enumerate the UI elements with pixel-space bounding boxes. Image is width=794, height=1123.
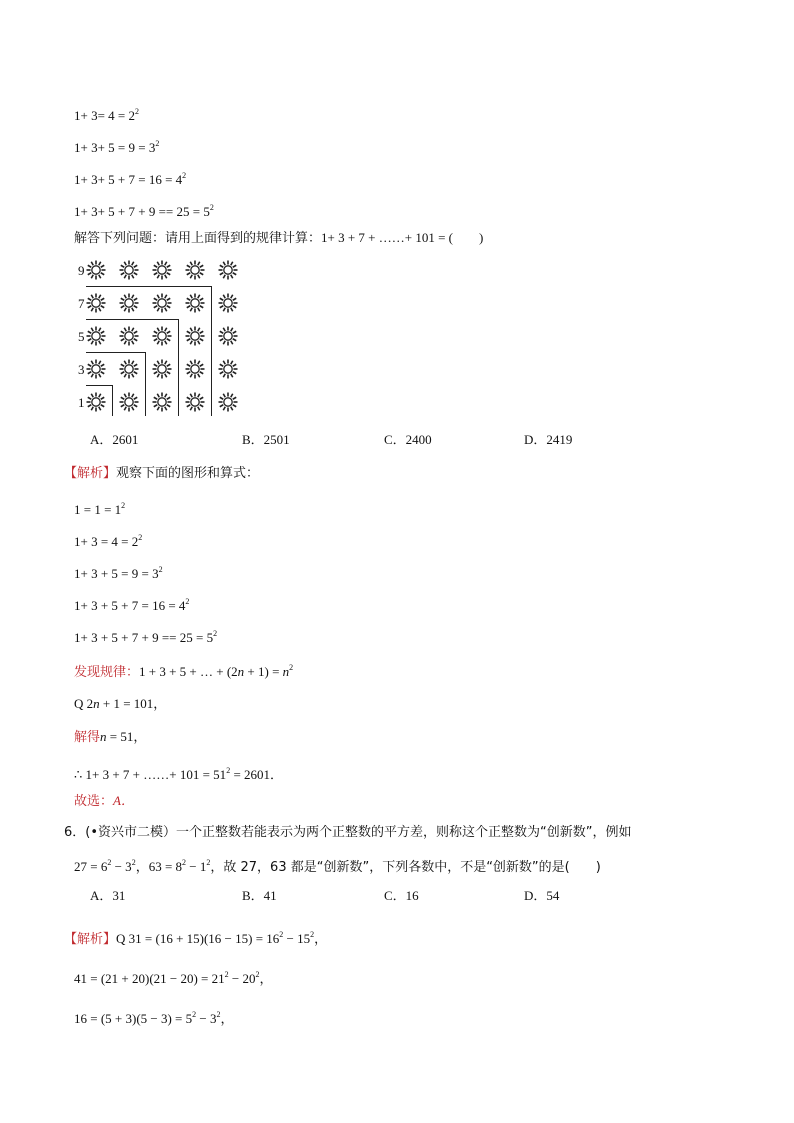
sun-icon — [120, 261, 139, 280]
sun-grid-figure — [72, 256, 252, 416]
sun-icon — [219, 360, 238, 379]
question6-line2: $27 = 6^2 - 3^2$，$63 = 8^2 - 1^2$，故 27，63 都是“创新数”，下列各数中，不是“创新数”的是( ) — [74, 858, 601, 875]
analysis-tag-6: 【解析】 — [64, 932, 117, 947]
therefore-line: ∴ 1+ 3 + 7 + ……+ $101 = 51^2 = 2601$． — [74, 766, 284, 782]
sun-icon — [186, 327, 205, 346]
solve-line: 解得n = 51， — [74, 729, 147, 745]
sun-icon — [186, 294, 205, 313]
analysis-tag: 【解析】 — [64, 466, 117, 481]
solution-line-5: $1+ 3 + 5 + 7 + 9 == 25 = 5^2$ — [74, 629, 218, 645]
question6-line1 — [64, 823, 631, 842]
rule-line: 发现规律：1 + 3 + 5 + … + $(2n + 1) = n^2$ — [74, 663, 294, 680]
sun-icon — [219, 327, 238, 346]
sun-icon — [120, 294, 139, 313]
sun-icon — [153, 294, 172, 313]
row-label: 7 — [78, 296, 85, 311]
sun-icon — [186, 360, 205, 379]
question-prefix: 解答下列问题：请用上面得到的规律计算： — [74, 231, 322, 246]
formula-line-4: $1+ 3+ 5 + 7 + 9 == 25 = 5^2$ — [74, 203, 214, 219]
solve-label: 解得 — [74, 730, 101, 745]
formula-line-3: $1+ 3+ 5 + 7 = 16 = 4^2$ — [74, 171, 187, 187]
solution1-intro: 观察下面的图形和算式： — [116, 466, 260, 481]
solution-line-1: $1 = 1 = 1^2$ — [74, 501, 126, 517]
sun-icon — [219, 294, 238, 313]
question6-text: 6．(•资兴市二模）一个正整数若能表示为两个正整数的平方差，则称这个正整数为“创新数”，例如 — [64, 825, 632, 840]
row-label: 9 — [78, 263, 85, 278]
sun-icon — [219, 261, 238, 280]
answer-value: A． — [113, 793, 134, 808]
rule-label: 发现规律： — [74, 665, 140, 680]
solution-line-4: $1+ 3 + 5 + 7 = 16 = 4^2$ — [74, 597, 190, 613]
answer-line — [74, 792, 134, 811]
solution6-line3: $16 = (5 + 3)(5 - 3) = 5^2 - 3^2$， — [74, 1010, 234, 1026]
sun-icon — [120, 327, 139, 346]
formula-line-1: $1+ 3= 4 = 2^2$ — [74, 107, 139, 123]
sun-icon — [153, 327, 172, 346]
sun-icon — [87, 261, 106, 280]
sun-icon — [186, 261, 205, 280]
question-formula: 1+ 3 + 7 + ……+ 101 = ( ) — [321, 230, 484, 245]
sun-icon — [219, 393, 238, 412]
sun-icon — [153, 261, 172, 280]
sun-icon — [120, 393, 139, 412]
sun-icon — [186, 393, 205, 412]
row-label: 5 — [78, 329, 85, 344]
solution6-line2: $41 = (21 + 20)(21 - 20) = 21^2 - 20^2$， — [74, 970, 273, 986]
row-label: 3 — [78, 362, 85, 377]
sun-icon — [87, 360, 106, 379]
solution1-heading — [64, 464, 259, 483]
sun-icon — [87, 294, 106, 313]
q6-option-a[interactable]: A．31 — [90, 888, 126, 903]
q6-option-d[interactable]: D．54 — [524, 888, 560, 903]
because-line: Q 2n + 1 = 101， — [74, 696, 167, 711]
solution-line-2: $1+ 3 = 4 = 2^2$ — [74, 533, 143, 549]
row-label: 1 — [78, 395, 85, 410]
option-d[interactable]: D．2419 — [524, 432, 573, 447]
sun-icon — [153, 360, 172, 379]
option-a[interactable]: A．2601 — [90, 432, 139, 447]
sun-icon — [153, 393, 172, 412]
formula-line-2: $1+ 3+ 5 = 9 = 3^2$ — [74, 139, 160, 155]
solution-line-3: $1+ 3 + 5 = 9 = 3^2$ — [74, 565, 163, 581]
option-c[interactable]: C．2400 — [384, 432, 432, 447]
question-line — [74, 229, 483, 248]
solution6-line1: 【解析】Q $31 = (16 + 15)(16 - 15) = 16^2 - 15^2$， — [64, 930, 328, 947]
q6-option-c[interactable]: C．16 — [384, 888, 419, 903]
sun-icon — [87, 393, 106, 412]
sun-icon — [87, 327, 106, 346]
answer-label: 故选： — [74, 794, 114, 809]
sun-icon — [120, 360, 139, 379]
q6-option-b[interactable]: B．41 — [242, 888, 277, 903]
option-b[interactable]: B．2501 — [242, 432, 290, 447]
